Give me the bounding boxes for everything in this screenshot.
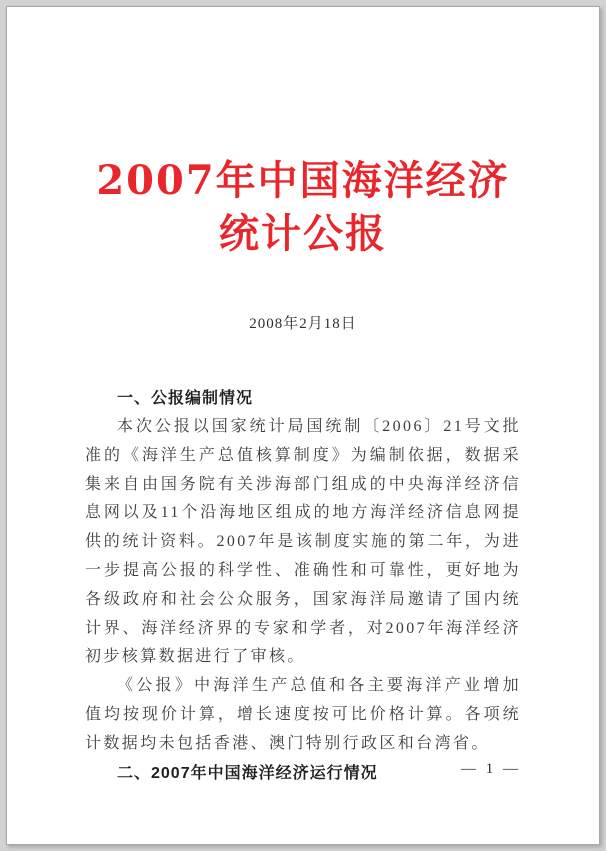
publish-date: 2008年2月18日: [249, 316, 357, 332]
section-1-heading: 一、公报编制情况: [117, 390, 254, 407]
section-1-paragraph-1: 本次公报以国家统计局国统制〔2006〕21号文批准的《海洋生产总值核算制度》为编制依据，数据采集来自由国务院有关涉海部门组成的中央海洋经济信息网以及11个沿海地区组成的地方海洋经济信息网提供的统计资料。2007年是该制度实施的第二年，为进一步提高公报的科学性、准确性和可靠性，更好地为各级政府和社会公众服务，国家海洋局邀请了国内统计界、海洋经济界的专家和学者，对2007年海洋经济初步核算数据进行了审核。: [85, 418, 521, 666]
section-1-paragraph-2: 《公报》中海洋生产总值和各主要海洋产业增加值均按现价计算，增长速度按可比价格计算。各项统计数据均未包括香港、澳门特别行政区和台湾省。: [85, 677, 521, 752]
document-content: [7, 7, 599, 788]
document-title-line-2: 统计公报: [219, 210, 387, 257]
page-number: — 1 —: [461, 761, 521, 777]
document-title: [85, 7, 521, 260]
document-page: [6, 6, 600, 845]
document-title-line-1: 2007年中国海洋经济: [96, 157, 510, 204]
section-2-heading: 二、2007年中国海洋经济运行情况: [117, 764, 378, 782]
